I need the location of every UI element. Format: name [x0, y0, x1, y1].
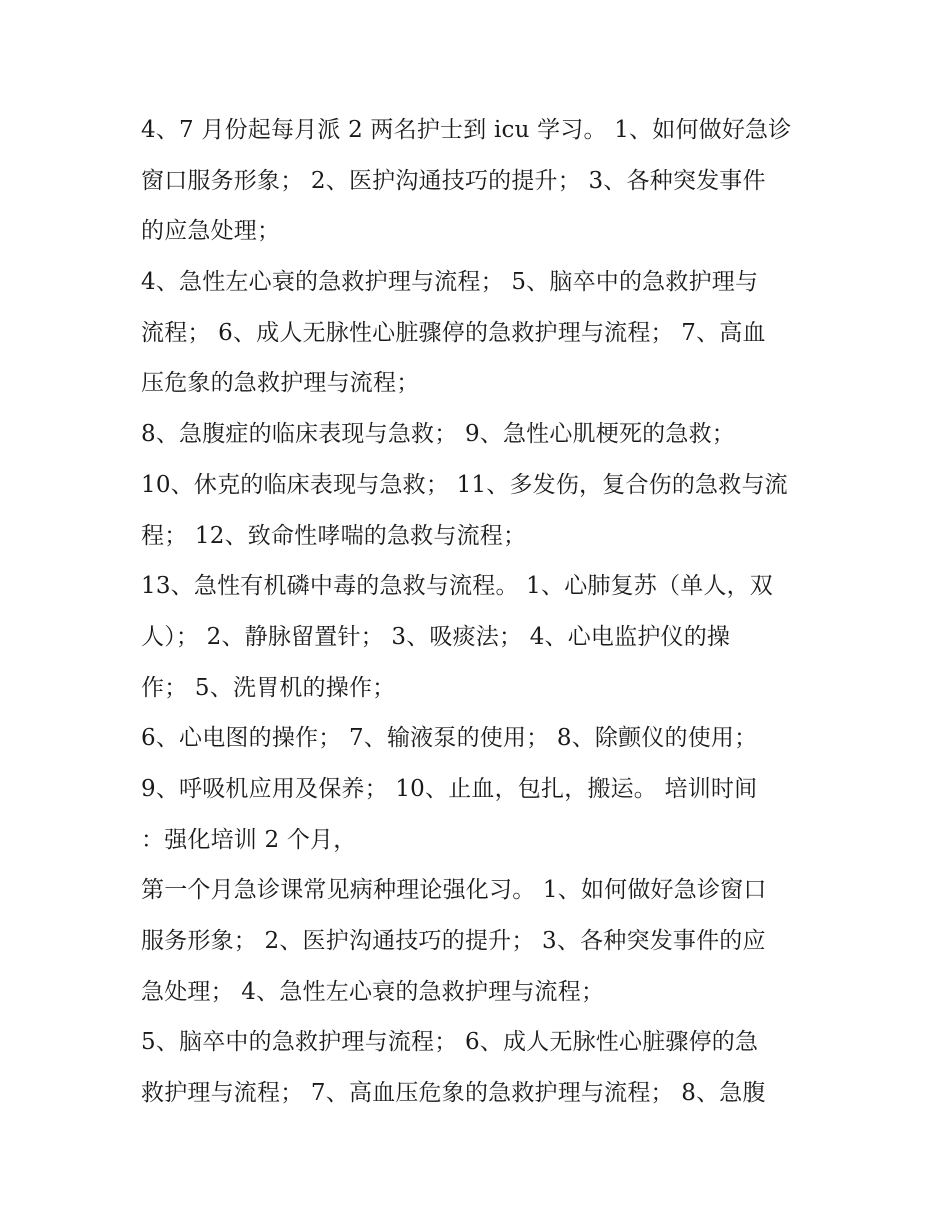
- text-line-10: 13、急性有机磷中毒的急救与流程。 1、心肺复苏（单人，双: [141, 573, 774, 600]
- text-line-18: 急处理； 4、急性左心衰的急救护理与流程；: [141, 978, 605, 1005]
- text-line-13: 6、心电图的操作； 7、输液泵的使用； 8、除颤仪的使用；: [141, 725, 758, 752]
- text-line-15: ：强化培训 2 个月，: [141, 826, 357, 853]
- text-line-19: 5、脑卒中的急救护理与流程； 6、成人无脉性心脏骤停的急: [141, 1029, 759, 1056]
- text-line-9: 程； 12、致命性哮喘的急救与流程；: [141, 522, 527, 549]
- text-line-11: 人）； 2、静脉留置针； 3、吸痰法； 4、心电监护仪的操: [141, 623, 731, 650]
- document-body: [141, 105, 821, 1119]
- text-line-4: 4、急性左心衰的急救护理与流程； 5、脑卒中的急救护理与: [141, 269, 759, 296]
- text-line-7: 8、急腹症的临床表现与急救； 9、急性心肌梗死的急救；: [141, 421, 735, 448]
- text-line-16: 第一个月急诊课常见病种理论强化习。 1、如何做好急诊窗口: [141, 877, 767, 904]
- text-line-6: 压危象的急救护理与流程；: [141, 370, 420, 397]
- text-line-2: 窗口服务形象； 2、医护沟通技巧的提升； 3、各种突发事件: [141, 167, 766, 194]
- text-line-12: 作； 5、洗胃机的操作；: [141, 674, 396, 701]
- text-line-5: 流程； 6、成人无脉性心脏骤停的急救护理与流程； 7、高血: [141, 319, 766, 346]
- text-line-1: 4、7 月份起每月派 2 两名护士到 icu 学习。 1、如何做好急诊: [141, 117, 792, 143]
- text-line-20: 救护理与流程； 7、高血压危象的急救护理与流程； 8、急腹: [141, 1080, 766, 1107]
- text-line-3: 的应急处理；: [141, 218, 281, 245]
- text-line-14: 9、呼吸机应用及保养； 10、止血，包扎，搬运。 培训时间: [141, 775, 758, 802]
- text-line-8: 10、休克的临床表现与急救； 11、多发伤，复合伤的急救与流: [141, 471, 788, 498]
- text-line-17: 服务形象； 2、医护沟通技巧的提升； 3、各种突发事件的应: [141, 928, 766, 954]
